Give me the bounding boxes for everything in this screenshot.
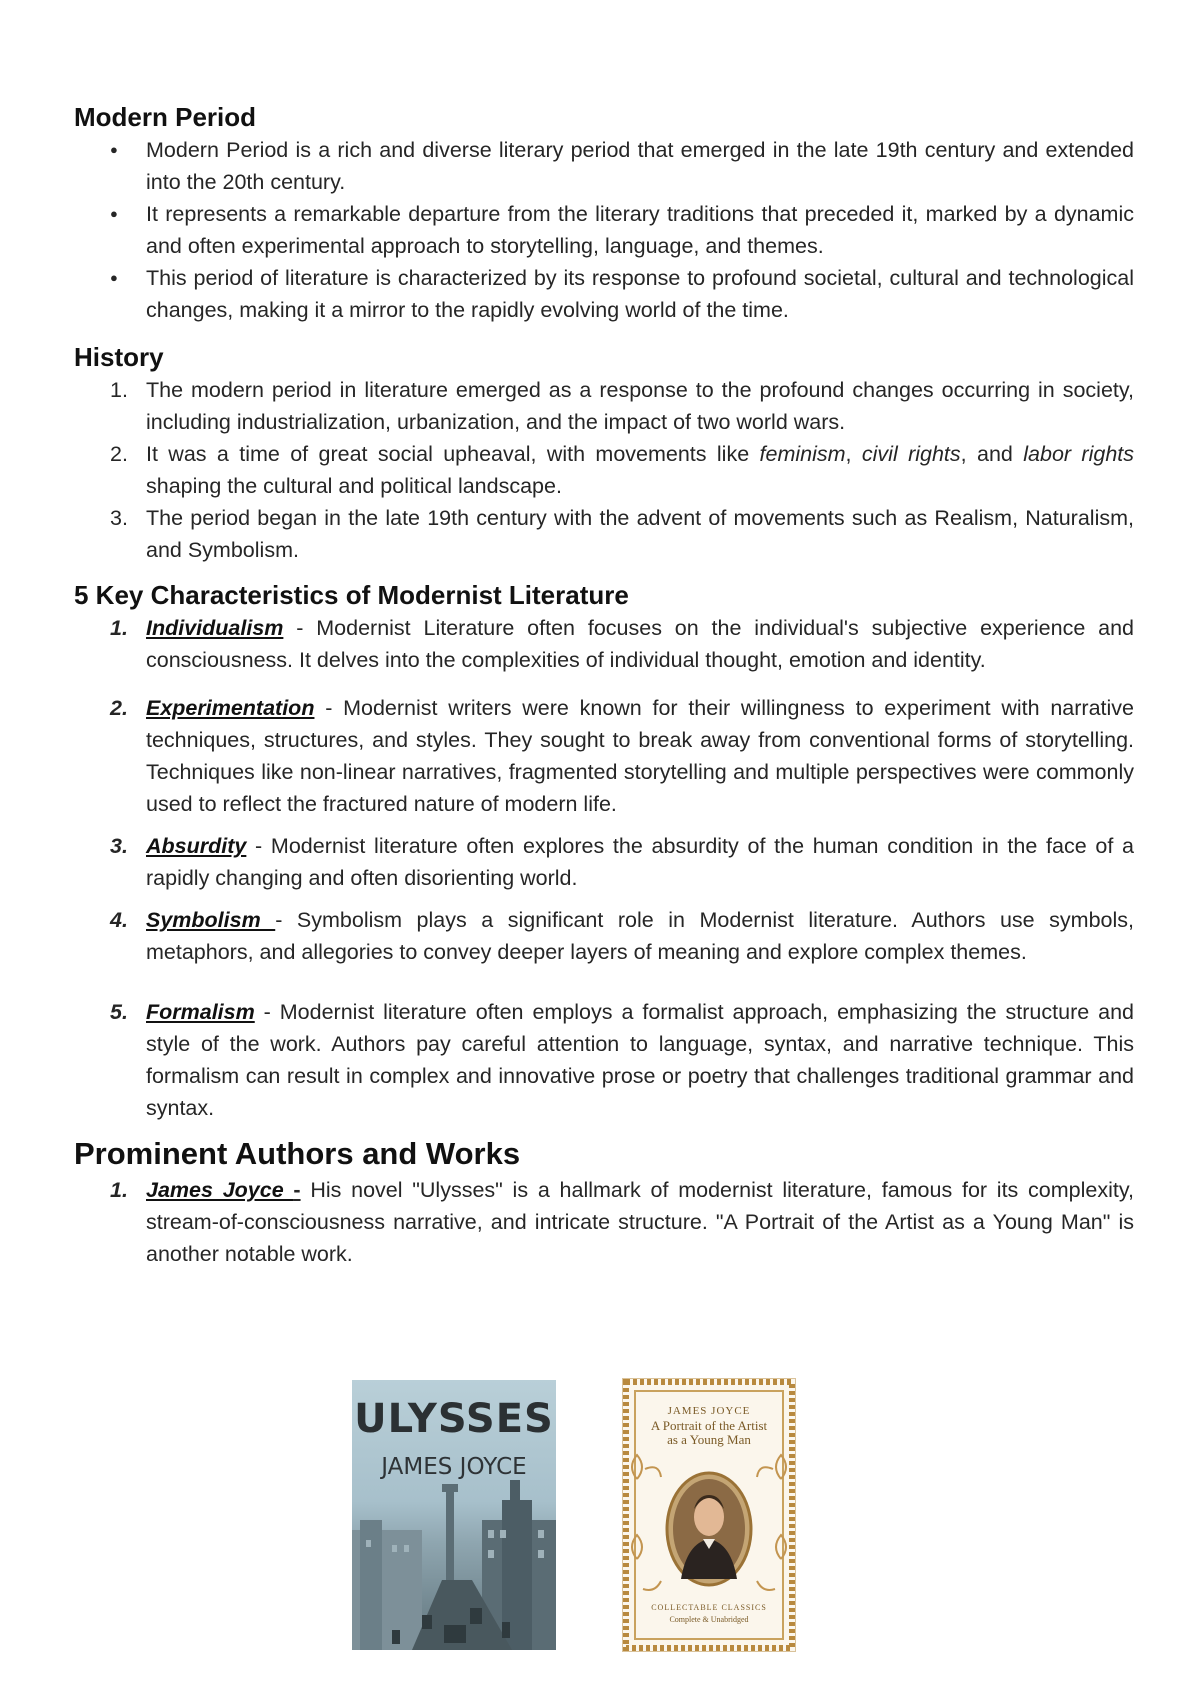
list-item: 5. Formalism - Modernist literature often employs a formalist approach, emphasizing the structure and style of the work. Authors pay careful attention to language, syntax, and narrative technique. This formalism can result in complex and innovative prose or poetry that challenges traditional grammar and syntax. [110,1000,1134,1120]
list-item: 3. Absurdity - Modernist literature often explores the absurdity of the human condition in the face of a rapidly changing and often disorienting world. [110,834,1134,890]
bullet-icon [110,262,140,297]
portrait-cover-author: JAMES JOYCE [667,1405,751,1417]
list-item: ● Modern Period is a rich and diverse literary period that emerged in the late 19th century and extended into the 20th century. [74,134,1134,198]
heading-modern-period: Modern Period [74,102,257,132]
list-item: 3. The period began in the late 19th century with the advent of movements such as Realism, Naturalism, and Symbolism. [110,506,1134,562]
portrait-cover-series: COLLECTABLE CLASSICS [651,1603,767,1612]
heading-prominent-authors: Prominent Authors and Works [74,1136,521,1171]
ulysses-cover-author: JAMES JOYCE [381,1454,527,1480]
list-item: 1. The modern period in literature emerged as a response to the profound changes occurring in society, including industrialization, urbanization, and the impact of two world wars. [110,378,1134,434]
list-item: 2. Experimentation - Modernist writers were known for their willingness to experiment with narrative techniques, structures, and styles. They sought to break away from conventional forms of storytelling. Techniques like non-linear narratives, fragmented storytelling and multiple perspectives were commonly used to reflect the fractured nature of modern life. [110,696,1134,816]
bullet-icon [110,134,140,169]
heading-history: History [74,342,164,372]
list-item: ● It represents a remarkable departure from the literary traditions that preceded it, marked by a dynamic and often experimental approach to storytelling, language, and themes. [74,198,1134,262]
characteristics-list [74,612,1134,1124]
ulysses-cover-title: ULYSSES [354,1396,554,1442]
list-item: 2. It was a time of great social upheaval, with movements like feminism, civil rights, and labor rights shaping the cultural and political landscape. [110,442,1134,498]
portrait-cover-image [622,1378,796,1652]
modern-period-bullets [74,134,1134,326]
book-covers [0,1380,1200,1650]
list-item: 1. James Joyce - His novel "Ulysses" is a hallmark of modernist literature, famous for its complexity, stream-of-consciousness narrative, and intricate structure. "A Portrait of the Artist as a Young Man" is another notable work. [110,1178,1134,1266]
list-item: 1. Individualism - Modernist Literature often focuses on the individual's subjective experience and consciousness. It delves into the complexities of individual thought, emotion and identity. [110,616,1134,672]
portrait-cover-title: A Portrait of the Artist as a Young Man [650,1418,768,1447]
list-item: ● This period of literature is characterized by its response to profound societal, cultural and technological changes, making it a mirror to the rapidly evolving world of the time. [74,262,1134,326]
heading-key-characteristics: 5 Key Characteristics of Modernist Literature [74,580,629,610]
list-item: 4. Symbolism - Symbolism plays a significant role in Modernist literature. Authors use symbols, metaphors, and allegories to convey deeper layers of meaning and explore complex themes. [110,908,1134,964]
portrait-cover-edition: Complete & Unabridged [669,1615,749,1624]
bullet-icon [110,198,140,233]
authors-list [74,1174,1134,1270]
document-content [74,100,1134,1270]
history-list [74,374,1134,566]
ulysses-cover-image [352,1380,556,1650]
